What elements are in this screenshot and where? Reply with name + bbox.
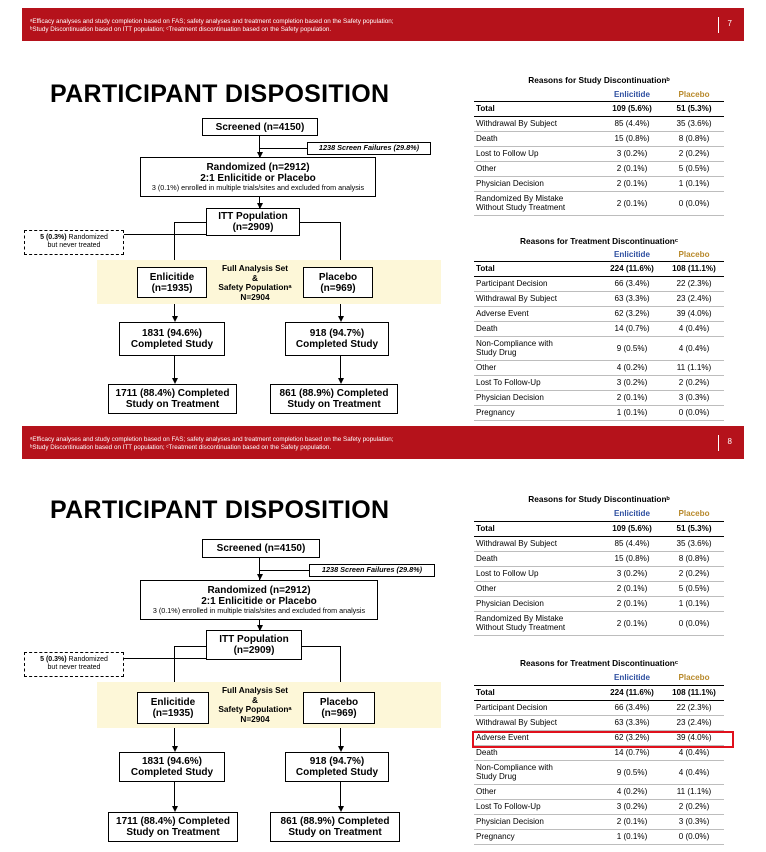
row-pla: 108 (11.1%) <box>664 685 724 700</box>
itt-box <box>206 208 300 236</box>
connector-line <box>300 222 341 223</box>
enlicitide-box <box>137 267 207 298</box>
row-label: Pregnancy <box>474 405 600 420</box>
row-pla: 0 (0.0%) <box>664 191 724 215</box>
row-label: Lost To Follow-Up <box>474 799 600 814</box>
row-enl: 224 (11.6%) <box>600 261 664 276</box>
table-row <box>474 191 724 215</box>
pla-treatment-label: Study on Treatment <box>288 827 382 838</box>
row-label: Randomized By Mistake <box>476 614 564 623</box>
table-row <box>474 291 724 306</box>
row-label: Lost to Follow Up <box>474 566 600 581</box>
row-pla: 4 (0.4%) <box>664 745 724 760</box>
connector-line <box>174 782 175 808</box>
table-row <box>474 176 724 191</box>
pla-treatment-label: Study on Treatment <box>287 399 381 410</box>
table-row <box>474 161 724 176</box>
pla-completed-label: Completed Study <box>295 767 379 778</box>
table-row <box>474 760 724 784</box>
fas-line-4: N=2904 <box>240 713 270 724</box>
footnote-line-1: ᵃEfficacy analyses and study completion based on FAS; safety analyses and treatment completion based on the Safety population; <box>30 436 394 443</box>
randomized-ratio: 2:1 Enlicitide or Placebo <box>200 173 316 184</box>
row-label-2: Without Study Treatment <box>476 203 566 212</box>
randomized-box <box>140 580 378 620</box>
row-label: Lost To Follow-Up <box>474 375 600 390</box>
itt-count: (n=2909) <box>233 645 275 656</box>
row-pla: 22 (2.3%) <box>664 276 724 291</box>
row-enl: 3 (0.2%) <box>600 146 664 161</box>
row-label: Physician Decision <box>474 390 600 405</box>
row-enl: 66 (3.4%) <box>600 276 664 291</box>
row-label: Death <box>474 321 600 336</box>
fas-label <box>209 686 301 724</box>
row-enl: 109 (5.6%) <box>600 521 664 536</box>
slide-8 <box>0 426 766 852</box>
row-pla: 35 (3.6%) <box>664 536 724 551</box>
row-label: Non-Compliance with <box>476 763 553 772</box>
row-enl: 2 (0.1%) <box>600 390 664 405</box>
table-row <box>474 306 724 321</box>
footnote-line-1: ᵃEfficacy analyses and study completion based on FAS; safety analyses and treatment completion based on the Safety population; <box>30 18 394 25</box>
row-pla: 5 (0.5%) <box>664 161 724 176</box>
row-pla: 51 (5.3%) <box>664 101 724 116</box>
screen-failures-label: 1238 Screen Failures (29.8%) <box>318 143 420 152</box>
col-enlicitide: Enlicitide <box>614 249 650 259</box>
row-label: Other <box>474 161 600 176</box>
col-placebo: Placebo <box>678 509 710 519</box>
row-pla: 4 (0.4%) <box>664 760 724 784</box>
row-pla: 2 (0.2%) <box>664 146 724 161</box>
row-pla: 1 (0.1%) <box>664 176 724 191</box>
table-header-row <box>474 248 724 261</box>
table-row <box>474 611 724 635</box>
fas-line-1: Full Analysis Set <box>221 263 289 273</box>
footnote-line-2: ᵇStudy Discontinuation based on ITT population; ᶜTreatment discontinuation based on the Safety population. <box>30 26 332 33</box>
enlicitide-box <box>137 692 209 724</box>
row-label: Adverse Event <box>474 306 600 321</box>
row-pla: 4 (0.4%) <box>664 336 724 360</box>
row-pla: 0 (0.0%) <box>664 611 724 635</box>
row-pla: 51 (5.3%) <box>664 521 724 536</box>
fas-line-1: Full Analysis Set <box>221 685 289 695</box>
table-row <box>474 276 724 291</box>
connector-line <box>340 356 341 380</box>
enlicitide-count: (n=1935) <box>151 282 193 294</box>
screen-failures-box <box>307 142 431 155</box>
adverse-event-highlight <box>472 731 734 748</box>
fas-line-4: N=2904 <box>240 291 270 302</box>
itt-title: ITT Population <box>218 211 288 222</box>
row-label: Total <box>474 685 600 700</box>
row-pla: 23 (2.4%) <box>664 291 724 306</box>
row-enl: 62 (3.2%) <box>600 730 664 745</box>
row-enl: 9 (0.5%) <box>600 336 664 360</box>
col-placebo: Placebo <box>678 249 710 259</box>
row-pla: 1 (0.1%) <box>664 596 724 611</box>
col-enlicitide: Enlicitide <box>614 509 650 519</box>
fas-line-2: & <box>252 694 258 705</box>
connector-line <box>259 570 309 571</box>
treatment-discontinuation-table <box>474 248 724 421</box>
randomized-ratio: 2:1 Enlicitide or Placebo <box>201 596 317 607</box>
pla-treatment-count: 861 (88.9%) Completed <box>279 388 389 399</box>
connector-line <box>300 646 341 647</box>
row-pla: 8 (0.8%) <box>664 131 724 146</box>
row-label: Other <box>474 581 600 596</box>
row-pla: 8 (0.8%) <box>664 551 724 566</box>
enl-treatment-label: Study on Treatment <box>125 399 220 410</box>
fas-line-2: & <box>252 272 258 283</box>
not-treated-box <box>24 230 124 255</box>
slide-title: PARTICIPANT DISPOSITION <box>50 80 390 108</box>
treatment-discontinuation-table <box>474 671 724 845</box>
row-enl: 4 (0.2%) <box>600 360 664 375</box>
enl-completed-label: Completed Study <box>130 767 214 778</box>
row-enl: 224 (11.6%) <box>600 685 664 700</box>
screened-label: Screened (n=4150) <box>215 121 305 133</box>
enl-treatment-box <box>108 384 237 414</box>
row-enl: 9 (0.5%) <box>600 760 664 784</box>
row-label: Withdrawal By Subject <box>474 715 600 730</box>
row-enl: 3 (0.2%) <box>600 375 664 390</box>
pla-treatment-count: 861 (88.9%) Completed <box>280 816 390 827</box>
row-pla: 5 (0.5%) <box>664 581 724 596</box>
pla-completed-label: Completed Study <box>295 339 379 350</box>
placebo-count: (n=969) <box>320 282 356 294</box>
connector-line <box>259 148 307 149</box>
not-treated-text-2: but never treated <box>47 242 101 249</box>
enl-treatment-count: 1711 (88.4%) Completed <box>115 388 230 399</box>
row-enl: 85 (4.4%) <box>600 536 664 551</box>
pla-completed-box <box>285 752 389 782</box>
row-pla: 2 (0.2%) <box>664 375 724 390</box>
row-pla: 2 (0.2%) <box>664 799 724 814</box>
fas-line-3: Safety Populationᵃ <box>218 704 292 715</box>
treatment-table-caption: Reasons for Treatment Discontinuationᶜ <box>519 658 679 668</box>
not-treated-text-2: but never treated <box>47 664 101 671</box>
table-row <box>474 685 724 700</box>
table-row <box>474 715 724 730</box>
row-label: Lost to Follow Up <box>474 146 600 161</box>
table-row <box>474 536 724 551</box>
row-label: Randomized By Mistake <box>476 194 564 203</box>
row-label: Physician Decision <box>474 176 600 191</box>
fas-label <box>209 264 301 302</box>
row-label: Other <box>474 360 600 375</box>
study-table-caption: Reasons for Study Discontinuationᵇ <box>528 494 670 504</box>
placebo-count: (n=969) <box>321 708 357 719</box>
enlicitide-count: (n=1935) <box>152 708 194 719</box>
treatment-table-caption: Reasons for Treatment Discontinuationᶜ <box>519 236 679 246</box>
not-treated-count: 5 (0.3%) <box>40 656 67 663</box>
enlicitide-label: Enlicitide <box>149 271 195 283</box>
row-label: Adverse Event <box>474 730 600 745</box>
enl-treatment-count: 1711 (88.4%) Completed <box>116 816 230 827</box>
enl-treatment-label: Study on Treatment <box>126 827 220 838</box>
screened-box <box>202 539 320 558</box>
row-enl: 2 (0.1%) <box>600 176 664 191</box>
row-label: Physician Decision <box>474 596 600 611</box>
row-enl: 109 (5.6%) <box>600 101 664 116</box>
study-discontinuation-table <box>474 88 724 216</box>
slide-title: PARTICIPANT DISPOSITION <box>50 496 390 524</box>
itt-count: (n=2909) <box>232 222 274 233</box>
table-row <box>474 829 724 844</box>
table-header-row <box>474 88 724 101</box>
row-enl: 1 (0.1%) <box>600 829 664 844</box>
row-label: Non-Compliance with <box>476 339 553 348</box>
placebo-label: Placebo <box>319 697 359 708</box>
row-enl: 3 (0.2%) <box>600 799 664 814</box>
row-label: Participant Decision <box>474 700 600 715</box>
row-enl: 3 (0.2%) <box>600 566 664 581</box>
table-row <box>474 596 724 611</box>
row-enl: 1 (0.1%) <box>600 405 664 420</box>
page-number: 7 <box>718 17 732 33</box>
table-header-row <box>474 671 724 685</box>
row-label: Death <box>474 131 600 146</box>
not-treated-text-1: Randomized <box>66 234 108 241</box>
row-label-2: Without Study Treatment <box>476 623 566 632</box>
row-label-2: Study Drug <box>476 348 517 357</box>
table-row <box>474 799 724 814</box>
row-label: Withdrawal By Subject <box>474 291 600 306</box>
row-enl: 2 (0.1%) <box>600 596 664 611</box>
enl-completed-count: 1831 (94.6%) <box>141 756 203 767</box>
table-row <box>474 700 724 715</box>
pla-completed-box <box>285 322 389 356</box>
table-row <box>474 581 724 596</box>
not-treated-text-1: Randomized <box>66 656 108 663</box>
col-placebo: Placebo <box>678 673 710 683</box>
fas-line-3: Safety Populationᵃ <box>218 282 292 293</box>
page-number: 8 <box>718 435 732 451</box>
row-pla: 23 (2.4%) <box>664 715 724 730</box>
table-row <box>474 321 724 336</box>
col-placebo: Placebo <box>678 89 710 99</box>
table-row <box>474 521 724 536</box>
row-enl: 62 (3.2%) <box>600 306 664 321</box>
row-pla: 35 (3.6%) <box>664 116 724 131</box>
row-enl: 15 (0.8%) <box>600 551 664 566</box>
row-enl: 63 (3.3%) <box>600 715 664 730</box>
table-row <box>474 261 724 276</box>
row-enl: 2 (0.1%) <box>600 814 664 829</box>
randomized-title: Randomized (n=2912) <box>207 585 311 596</box>
row-label-2: Study Drug <box>476 772 517 781</box>
row-pla: 22 (2.3%) <box>664 700 724 715</box>
pla-treatment-box <box>270 812 400 842</box>
row-label: Death <box>474 551 600 566</box>
screened-box <box>202 118 318 136</box>
row-label: Other <box>474 784 600 799</box>
row-label: Total <box>474 101 600 116</box>
row-pla: 0 (0.0%) <box>664 405 724 420</box>
enl-completed-label: Completed Study <box>130 339 214 350</box>
table-row <box>474 566 724 581</box>
row-enl: 2 (0.1%) <box>600 161 664 176</box>
connector-line <box>340 782 341 808</box>
placebo-label: Placebo <box>318 271 358 283</box>
table-row <box>474 131 724 146</box>
table-row <box>474 360 724 375</box>
not-treated-count: 5 (0.3%) <box>40 234 67 241</box>
enl-completed-box <box>119 752 225 782</box>
row-label: Total <box>474 261 600 276</box>
enl-completed-box <box>119 322 225 356</box>
table-row <box>474 336 724 360</box>
screen-failures-box <box>309 564 435 577</box>
footnote-line-2: ᵇStudy Discontinuation based on ITT population; ᶜTreatment discontinuation based on the Safety population. <box>30 444 332 451</box>
row-pla: 0 (0.0%) <box>664 829 724 844</box>
table-row <box>474 784 724 799</box>
row-label: Death <box>474 745 600 760</box>
row-label: Pregnancy <box>474 829 600 844</box>
placebo-box <box>303 267 373 298</box>
study-table-caption: Reasons for Study Discontinuationᵇ <box>528 75 670 85</box>
footnote-banner <box>22 8 744 41</box>
row-pla: 11 (1.1%) <box>664 360 724 375</box>
table-row <box>474 375 724 390</box>
table-row <box>474 405 724 420</box>
itt-title: ITT Population <box>219 634 289 645</box>
pla-completed-count: 918 (94.7%) <box>309 756 365 767</box>
row-label: Total <box>474 521 600 536</box>
screened-label: Screened (n=4150) <box>216 543 306 554</box>
enl-completed-count: 1831 (94.6%) <box>141 328 203 339</box>
pla-treatment-box <box>270 384 398 414</box>
itt-box <box>206 630 302 660</box>
row-label: Physician Decision <box>474 814 600 829</box>
table-row <box>474 116 724 131</box>
row-label: Withdrawal By Subject <box>474 116 600 131</box>
row-pla: 108 (11.1%) <box>664 261 724 276</box>
enl-treatment-box <box>108 812 238 842</box>
table-row <box>474 814 724 829</box>
table-row <box>474 101 724 116</box>
row-enl: 15 (0.8%) <box>600 131 664 146</box>
row-pla: 2 (0.2%) <box>664 566 724 581</box>
randomized-note: 3 (0.1%) enrolled in multiple trials/sites and excluded from analysis <box>152 606 366 615</box>
row-enl: 4 (0.2%) <box>600 784 664 799</box>
row-enl: 2 (0.1%) <box>600 611 664 635</box>
col-enlicitide: Enlicitide <box>614 89 650 99</box>
row-pla: 39 (4.0%) <box>664 730 724 745</box>
col-enlicitide: Enlicitide <box>614 673 650 683</box>
table-row <box>474 146 724 161</box>
row-pla: 3 (0.3%) <box>664 390 724 405</box>
table-row <box>474 390 724 405</box>
row-label: Participant Decision <box>474 276 600 291</box>
row-enl: 2 (0.1%) <box>600 191 664 215</box>
row-pla: 3 (0.3%) <box>664 814 724 829</box>
pla-completed-count: 918 (94.7%) <box>309 328 365 339</box>
connector-line <box>174 356 175 380</box>
row-enl: 14 (0.7%) <box>600 745 664 760</box>
row-pla: 11 (1.1%) <box>664 784 724 799</box>
row-pla: 39 (4.0%) <box>664 306 724 321</box>
enlicitide-label: Enlicitide <box>150 697 196 708</box>
row-enl: 66 (3.4%) <box>600 700 664 715</box>
not-treated-box <box>24 652 124 677</box>
screen-failures-label: 1238 Screen Failures (29.8%) <box>321 565 423 574</box>
row-enl: 2 (0.1%) <box>600 581 664 596</box>
randomized-title: Randomized (n=2912) <box>206 162 310 173</box>
row-enl: 14 (0.7%) <box>600 321 664 336</box>
row-label: Withdrawal By Subject <box>474 536 600 551</box>
row-enl: 85 (4.4%) <box>600 116 664 131</box>
randomized-box <box>140 157 376 197</box>
row-enl: 63 (3.3%) <box>600 291 664 306</box>
study-discontinuation-table <box>474 507 724 636</box>
table-row <box>474 551 724 566</box>
randomized-note: 3 (0.1%) enrolled in multiple trials/sites and excluded from analysis <box>151 183 365 192</box>
footnote-banner <box>22 426 744 459</box>
row-pla: 4 (0.4%) <box>664 321 724 336</box>
placebo-box <box>303 692 375 724</box>
table-header-row <box>474 507 724 521</box>
